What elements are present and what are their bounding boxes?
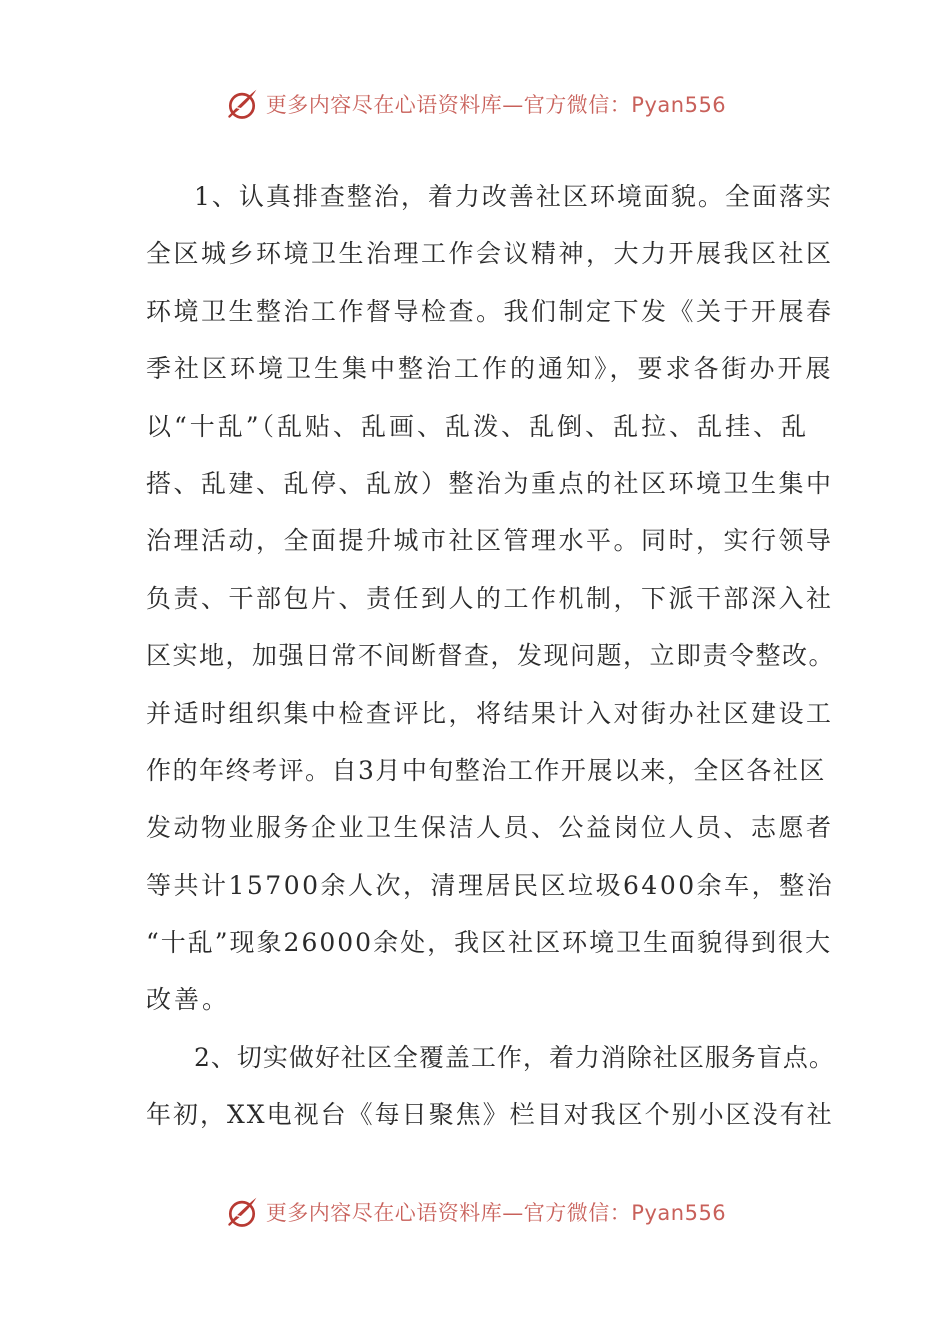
quill-pen-logo-icon xyxy=(224,1194,260,1230)
paragraph-line: 以“十乱”（乱贴、乱画、乱泼、乱倒、乱拉、乱挂、乱 xyxy=(146,411,810,441)
document-body xyxy=(146,168,836,1144)
paragraph-line: “十乱”现象26000余处，我区社区环境卫生面貌得到很大 xyxy=(146,928,833,958)
footer-watermark-banner xyxy=(0,1190,950,1234)
paragraph-line: 负责、干部包片、责任到人的工作机制，下派干部深入社 xyxy=(146,583,834,613)
paragraph-line: 区实地，加强日常不间断督查，发现问题，立即责令整改。 xyxy=(146,641,836,671)
paragraph-line: 作的年终考评。自3月中旬整治工作开展以来，全区各社区 xyxy=(146,755,826,785)
paragraph-line: 2、切实做好社区全覆盖工作，着力消除社区服务盲点。 xyxy=(194,1042,835,1072)
paragraph-line: 等共计15700余人次，清理居民区垃圾6400余车，整治 xyxy=(146,870,835,900)
paragraph-line: 改善。 xyxy=(146,985,231,1015)
banner-text: 更多内容尽在心语资料库—官方微信：Pyan556 xyxy=(265,1201,727,1225)
paragraph-line: 年初，XX电视台《每日聚焦》栏目对我区个别小区没有社 xyxy=(146,1100,834,1130)
paragraph-line: 治理活动，全面提升城市社区管理水平。同时，实行领导 xyxy=(146,526,834,556)
paragraph-line: 1、认真排查整治，着力改善社区环境面貌。全面落实 xyxy=(194,182,833,211)
paragraph-line: 季社区环境卫生集中整治工作的通知》，要求各街办开展 xyxy=(146,354,834,384)
paragraph-line: 环境卫生整治工作督导检查。我们制定下发《关于开展春 xyxy=(146,296,834,326)
paragraph-line: 全区城乡环境卫生治理工作会议精神，大力开展我区社区 xyxy=(146,239,834,269)
paragraph-line: 并适时组织集中检查评比，将结果计入对街办社区建设工 xyxy=(146,698,834,728)
header-watermark-banner xyxy=(0,82,950,126)
paragraph-line: 搭、乱建、乱停、乱放）整治为重点的社区环境卫生集中 xyxy=(146,468,834,498)
banner-text: 更多内容尽在心语资料库—官方微信：Pyan556 xyxy=(265,93,727,117)
paragraph-line: 发动物业服务企业卫生保洁人员、公益岗位人员、志愿者 xyxy=(146,813,834,843)
quill-pen-logo-icon xyxy=(224,86,260,122)
